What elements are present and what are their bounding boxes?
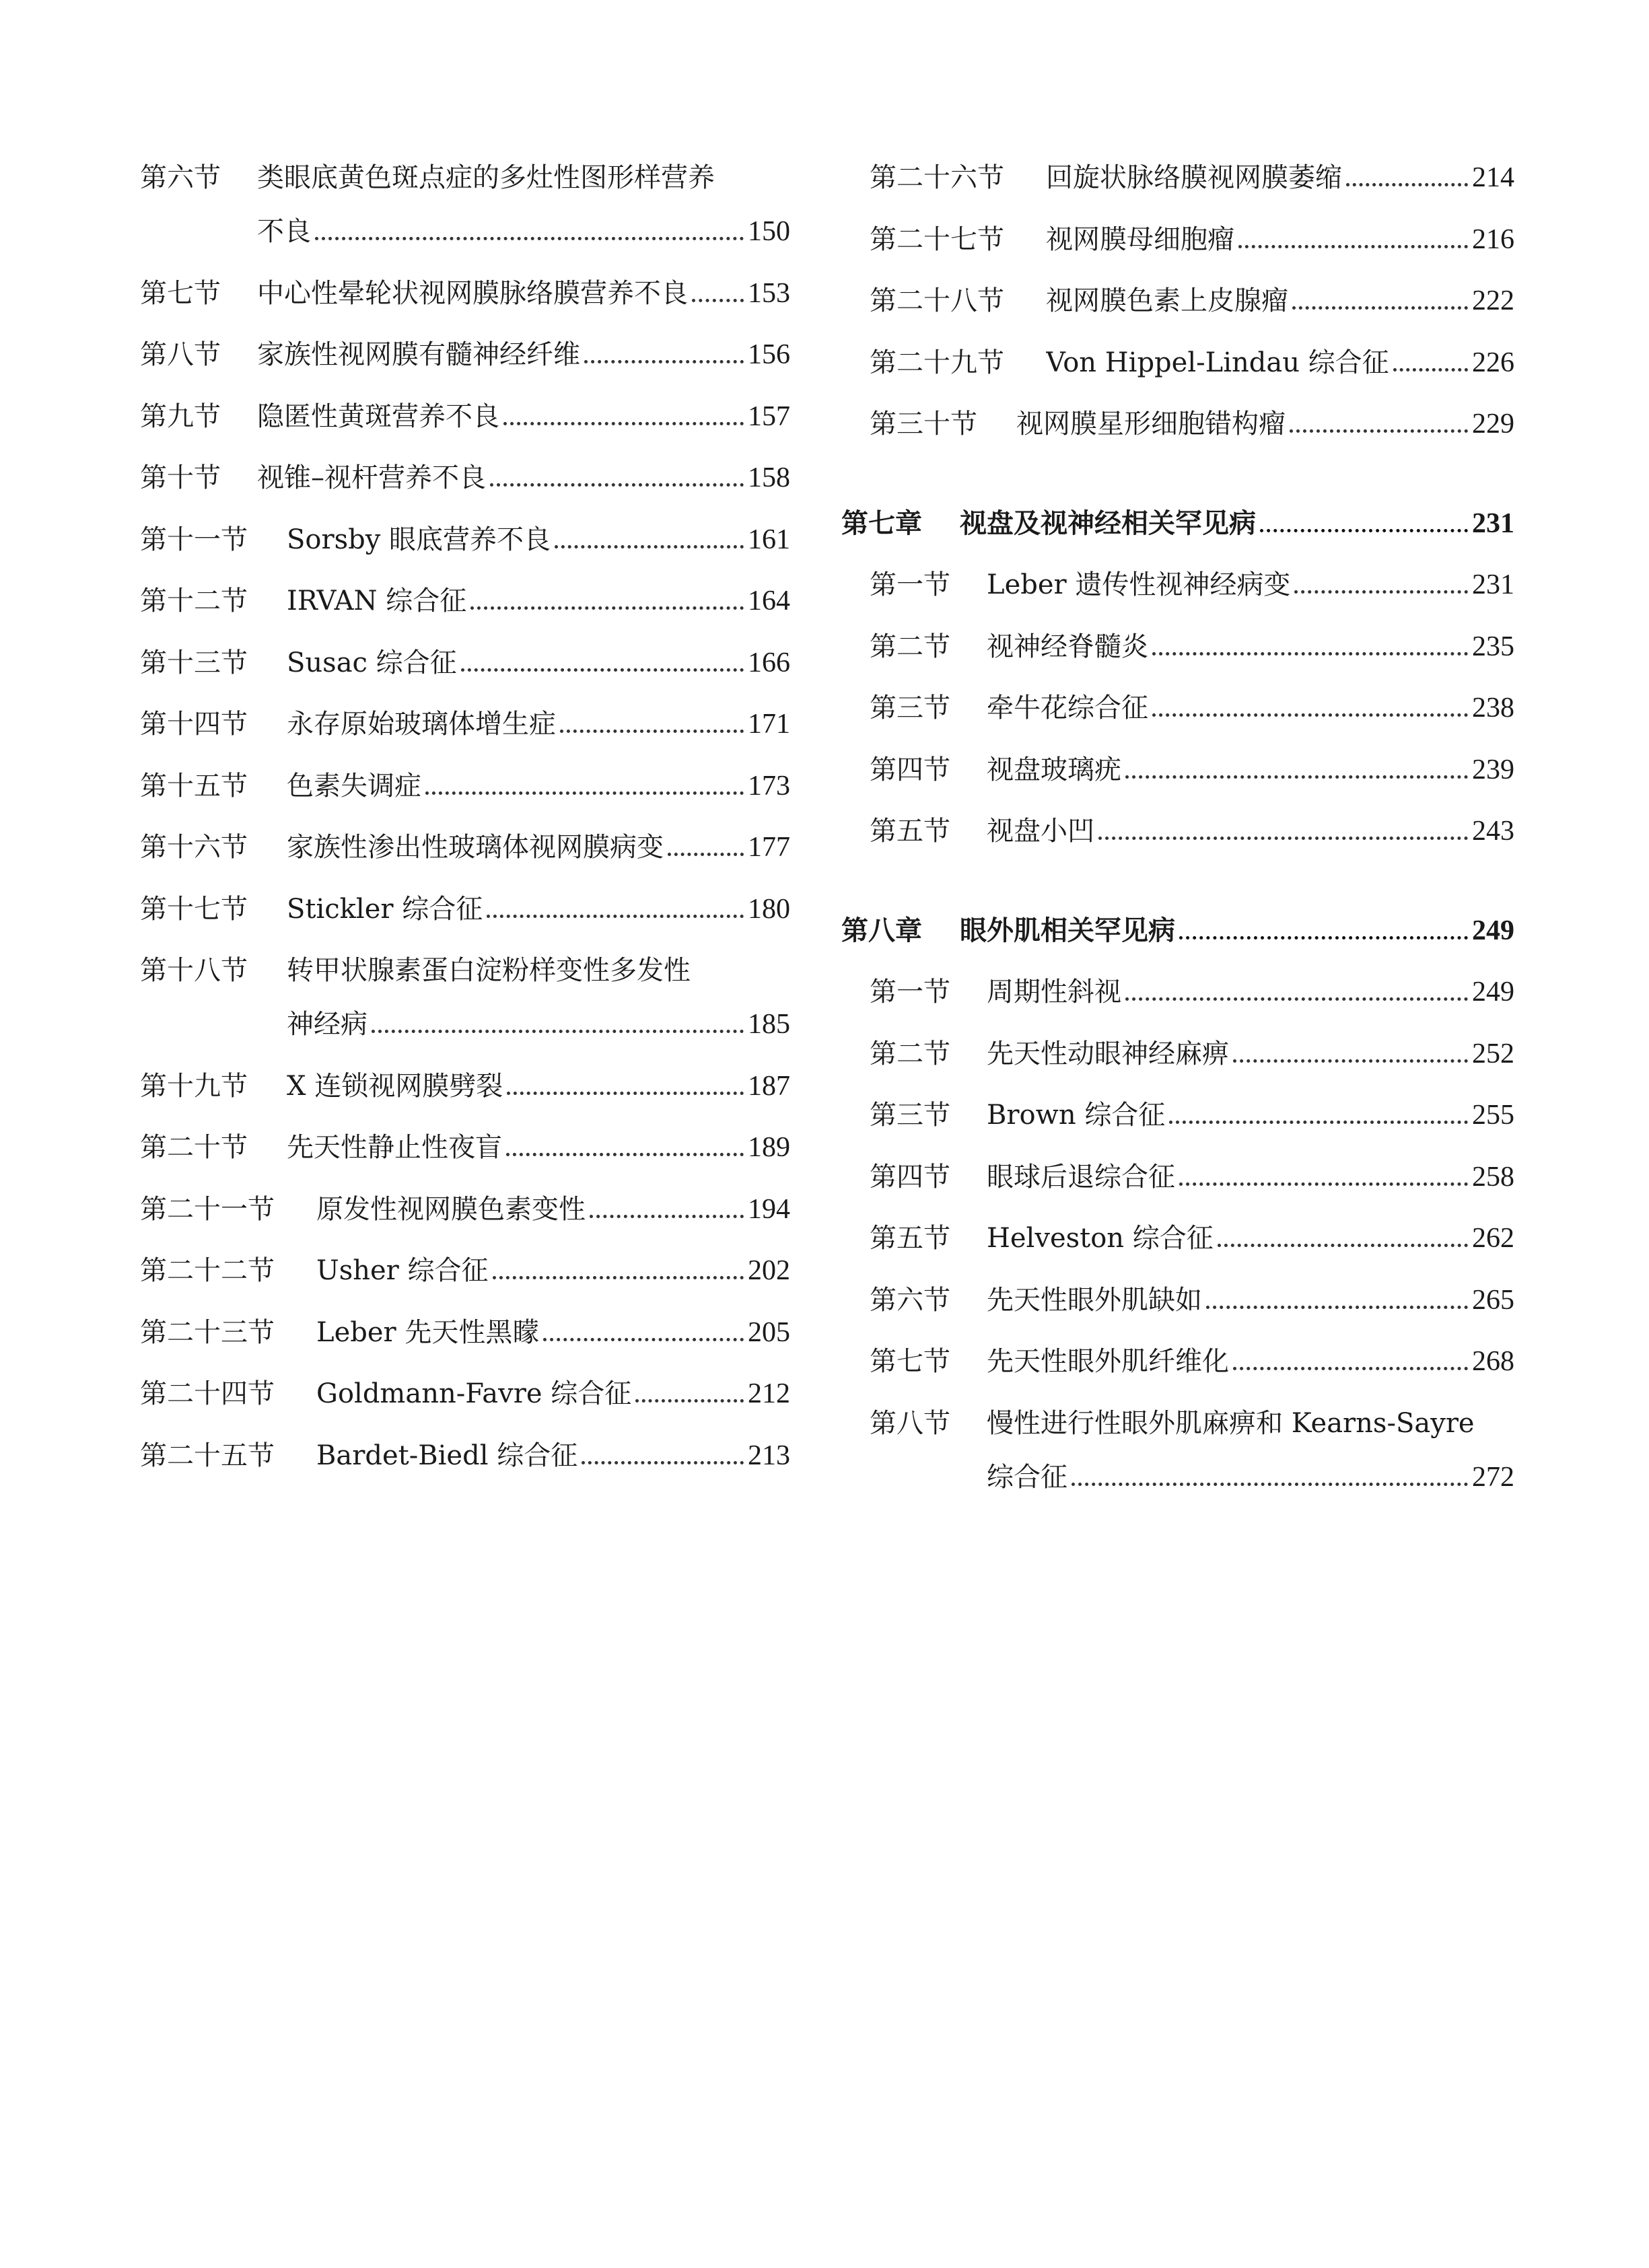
page-number: 157 [748, 400, 790, 432]
dot-leader [635, 1399, 744, 1403]
dot-leader [506, 1153, 744, 1156]
section-title: 视网膜星形细胞错构瘤 [1016, 409, 1286, 439]
dot-leader [315, 237, 744, 240]
section-number: 第十三节 [140, 647, 248, 678]
toc-entry[interactable] [140, 765, 790, 826]
dot-leader [490, 483, 744, 487]
section-number: 第二十七节 [870, 223, 1004, 255]
chapter-gap [841, 872, 1514, 909]
page-number: 171 [748, 709, 790, 740]
section-number: 第十一节 [140, 524, 248, 555]
dot-leader [543, 1338, 744, 1341]
toc-entry[interactable] [140, 395, 790, 457]
section-number: 第八节 [140, 339, 221, 370]
dot-leader [584, 360, 744, 363]
section-title-continued [287, 1003, 790, 1065]
section-number: 第二十二节 [140, 1255, 275, 1286]
section-title: 周期性斜视 [987, 977, 1121, 1007]
toc-entry[interactable] [140, 1065, 790, 1127]
chapter-heading[interactable] [841, 502, 1514, 564]
section-title: 原发性视网膜色素变性 [316, 1193, 586, 1225]
toc-entry[interactable] [140, 1311, 790, 1373]
page-number: 164 [748, 586, 790, 616]
section-title-wrap [257, 156, 790, 272]
section-number: 第五节 [870, 816, 950, 847]
dot-leader [487, 915, 744, 918]
section-title: Bardet-Biedl 综合征 [316, 1440, 578, 1471]
toc-entry[interactable] [841, 1279, 1514, 1341]
dot-leader [590, 1215, 744, 1218]
section-number: 第二十五节 [140, 1440, 275, 1471]
page-number: 272 [1472, 1461, 1514, 1493]
toc-entry[interactable] [841, 748, 1514, 810]
dot-leader [1233, 1059, 1468, 1063]
page-number: 212 [748, 1378, 790, 1409]
section-title: 家族性渗出性玻璃体视网膜病变 [287, 832, 664, 863]
dot-leader [1169, 1121, 1468, 1124]
toc-entry[interactable] [841, 563, 1514, 625]
section-number: 第二节 [870, 1038, 950, 1069]
page-number: 255 [1472, 1100, 1514, 1131]
toc-entry[interactable] [841, 1340, 1514, 1402]
page-number: 214 [1472, 162, 1514, 193]
toc-entry[interactable] [140, 826, 790, 888]
dot-leader [1346, 183, 1468, 186]
section-title: 先天性静止性夜盲 [287, 1132, 502, 1163]
dot-leader [1125, 997, 1468, 1001]
section-title: 类眼底黄色斑点症的多灶性图形样营养 [257, 162, 715, 193]
toc-entry[interactable] [140, 1188, 790, 1250]
section-title: 视神经脊髓炎 [987, 631, 1148, 662]
toc-entry[interactable] [140, 1126, 790, 1188]
page-number: 226 [1472, 347, 1514, 378]
section-title: 视锥–视杆营养不良 [257, 462, 486, 493]
section-title: 家族性视网膜有髓神经纤维 [257, 339, 580, 370]
section-number: 第二节 [870, 631, 950, 662]
dot-leader [1393, 368, 1468, 371]
page-number: 249 [1472, 977, 1514, 1007]
dot-leader [1238, 245, 1468, 248]
section-title: 先天性动眼神经麻痹 [987, 1038, 1229, 1069]
page-number: 150 [748, 216, 790, 247]
page-number: 158 [748, 462, 790, 493]
dot-leader [503, 422, 744, 425]
section-number: 第二十节 [140, 1132, 248, 1163]
toc-entry[interactable] [140, 1249, 790, 1311]
toc-entry[interactable] [841, 970, 1514, 1032]
section-title-wrap [287, 949, 790, 1065]
page-number: 252 [1472, 1038, 1514, 1069]
section-number: 第一节 [870, 977, 950, 1007]
page-number: 235 [1472, 631, 1514, 662]
section-title: IRVAN 综合征 [287, 586, 467, 616]
section-number: 第五节 [870, 1223, 950, 1254]
dot-leader [461, 668, 744, 672]
dot-leader [1125, 775, 1468, 779]
section-title: Leber 先天性黑矇 [316, 1316, 540, 1348]
dot-leader [1218, 1244, 1468, 1247]
toc-entry[interactable] [841, 1032, 1514, 1094]
dot-leader [507, 1092, 744, 1095]
dot-leader [1233, 1367, 1468, 1370]
toc-entry[interactable] [841, 341, 1514, 403]
page-number: 238 [1472, 693, 1514, 723]
section-title: 永存原始玻璃体增生症 [287, 709, 556, 740]
toc-entry[interactable] [140, 579, 790, 641]
page-number: 173 [748, 770, 790, 802]
page-number: 231 [1472, 569, 1514, 600]
section-number: 第十九节 [140, 1070, 248, 1102]
toc-entry[interactable] [841, 1402, 1514, 1518]
toc-entry[interactable] [140, 333, 790, 395]
section-number: 第六节 [870, 1284, 950, 1316]
page-number: 239 [1472, 754, 1514, 785]
page-number: 243 [1472, 816, 1514, 847]
toc-left-column [140, 156, 790, 1495]
dot-leader [1152, 713, 1468, 717]
section-title: 不良 [257, 216, 311, 247]
page-number: 177 [748, 832, 790, 863]
section-title: 慢性进行性眼外肌麻痹和 Kearns-Sayre [987, 1407, 1475, 1439]
section-title-wrap [987, 1402, 1514, 1518]
dot-leader [1206, 1306, 1468, 1309]
section-number: 第二十一节 [140, 1193, 275, 1225]
toc-entry[interactable] [140, 456, 790, 518]
toc-entry[interactable] [140, 272, 790, 334]
page-number: 194 [748, 1193, 790, 1225]
page-number: 216 [1472, 223, 1514, 255]
section-title: Susac 综合征 [287, 647, 457, 678]
toc-entry[interactable] [841, 625, 1514, 687]
section-title: 视盘玻璃疣 [987, 754, 1121, 785]
section-title: Stickler 综合征 [287, 893, 483, 925]
section-number: 第九节 [140, 400, 221, 432]
section-number: 第二十三节 [140, 1316, 275, 1348]
section-number: 第四节 [870, 754, 950, 785]
section-title: 神经病 [287, 1009, 367, 1040]
section-title: Usher 综合征 [316, 1255, 489, 1286]
section-number: 第二十九节 [870, 347, 1004, 378]
dot-leader [555, 545, 744, 548]
section-number: 第十八节 [140, 955, 248, 986]
dot-leader [1179, 936, 1468, 940]
section-title: Sorsby 眼底营养不良 [287, 524, 551, 555]
page-number: 187 [748, 1070, 790, 1102]
chapter-gap [841, 464, 1514, 502]
page-number: 229 [1472, 409, 1514, 439]
page-number: 205 [748, 1316, 790, 1348]
section-title: 视盘小凹 [987, 816, 1094, 847]
section-title: 先天性眼外肌纤维化 [987, 1346, 1229, 1377]
section-number: 第七节 [140, 277, 221, 309]
toc-entry[interactable] [841, 1156, 1514, 1217]
toc-entry[interactable] [841, 279, 1514, 341]
dot-leader [668, 853, 744, 856]
toc-entry[interactable] [841, 1217, 1514, 1279]
section-title: 眼球后退综合征 [987, 1161, 1175, 1193]
dot-leader [425, 791, 744, 795]
page-number: 180 [748, 893, 790, 925]
toc-entry[interactable] [140, 888, 790, 950]
dot-leader [1152, 652, 1468, 655]
page-number: 265 [1472, 1284, 1514, 1316]
section-title-continued [257, 210, 790, 272]
section-number: 第十节 [140, 462, 221, 493]
page-number: 268 [1472, 1346, 1514, 1377]
section-title: 综合征 [987, 1461, 1067, 1493]
section-title: 色素失调症 [287, 770, 421, 802]
page-number: 262 [1472, 1223, 1514, 1254]
section-title: 隐匿性黄斑营养不良 [257, 400, 499, 432]
toc-entry[interactable] [841, 1094, 1514, 1156]
page-number: 258 [1472, 1161, 1514, 1193]
section-number: 第八节 [870, 1407, 950, 1439]
chapter-title: 眼外肌相关罕见病 [960, 915, 1175, 946]
section-number: 第七节 [870, 1346, 950, 1377]
section-number: 第十二节 [140, 586, 248, 616]
section-title: Brown 综合征 [987, 1100, 1166, 1131]
section-number: 第三十节 [870, 409, 977, 439]
section-number: 第十四节 [140, 709, 248, 740]
toc-entry[interactable] [841, 402, 1514, 464]
section-number: 第三节 [870, 1100, 950, 1131]
section-number: 第一节 [870, 569, 950, 600]
chapter-number: 第七章 [841, 507, 922, 539]
page-number: 222 [1472, 285, 1514, 316]
section-number: 第二十四节 [140, 1378, 275, 1409]
toc-entry[interactable] [841, 218, 1514, 280]
toc-entry[interactable] [841, 686, 1514, 748]
toc-entry[interactable] [140, 518, 790, 580]
toc-entry[interactable] [140, 949, 790, 1065]
page-number: 213 [748, 1440, 790, 1471]
section-title: Leber 遗传性视神经病变 [987, 569, 1291, 600]
page-number: 153 [748, 277, 790, 309]
section-title: Von Hippel-Lindau 综合征 [1046, 347, 1389, 378]
dot-leader [1290, 429, 1468, 433]
section-title: 牵牛花综合征 [987, 693, 1148, 723]
dot-leader [1179, 1182, 1468, 1186]
page-number: 231 [1472, 507, 1514, 539]
dot-leader [692, 299, 744, 302]
dot-leader [560, 730, 744, 733]
section-title: Helveston 综合征 [987, 1223, 1214, 1254]
section-title: 视网膜色素上皮腺瘤 [1046, 285, 1288, 316]
toc-entry[interactable] [140, 156, 790, 272]
dot-leader [1098, 837, 1468, 840]
toc-entry[interactable] [140, 1434, 790, 1496]
toc-entry[interactable] [841, 810, 1514, 872]
section-number: 第六节 [140, 162, 221, 193]
dot-leader [1292, 306, 1468, 310]
section-number: 第二十六节 [870, 162, 1004, 193]
page-number: 166 [748, 647, 790, 678]
section-number: 第三节 [870, 693, 950, 723]
section-title: 先天性眼外肌缺如 [987, 1284, 1202, 1316]
section-number: 第二十八节 [870, 285, 1004, 316]
section-number: 第四节 [870, 1161, 950, 1193]
section-number: 第十六节 [140, 832, 248, 863]
page-number: 249 [1472, 915, 1514, 946]
section-number: 第十五节 [140, 770, 248, 802]
dot-leader [493, 1276, 744, 1279]
dot-leader [1072, 1483, 1468, 1486]
dot-leader [470, 606, 744, 610]
section-title-continued [987, 1456, 1514, 1518]
toc-entry[interactable] [140, 1372, 790, 1434]
toc-entry[interactable] [140, 641, 790, 703]
page-number: 202 [748, 1255, 790, 1286]
dot-leader [372, 1030, 744, 1033]
dot-leader [582, 1461, 744, 1464]
section-number: 第十七节 [140, 893, 248, 925]
section-title: 回旋状脉络膜视网膜萎缩 [1046, 162, 1342, 193]
page-number: 156 [748, 339, 790, 370]
toc-right-column [841, 156, 1514, 1517]
toc-entry[interactable] [841, 156, 1514, 218]
chapter-title: 视盘及视神经相关罕见病 [960, 507, 1256, 539]
chapter-number: 第八章 [841, 915, 922, 946]
section-title: X 连锁视网膜劈裂 [287, 1070, 503, 1102]
section-title: 中心性晕轮状视网膜脉络膜营养不良 [257, 277, 688, 309]
section-title: 视网膜母细胞瘤 [1046, 223, 1234, 255]
toc-entry[interactable] [140, 703, 790, 765]
page-number: 185 [748, 1009, 790, 1040]
dot-leader [1260, 529, 1468, 532]
section-title: Goldmann-Favre 综合征 [316, 1378, 632, 1409]
dot-leader [1294, 590, 1468, 594]
page-number: 161 [748, 524, 790, 555]
chapter-heading[interactable] [841, 909, 1514, 971]
section-title: 转甲状腺素蛋白淀粉样变性多发性 [287, 955, 691, 986]
page-number: 189 [748, 1132, 790, 1163]
